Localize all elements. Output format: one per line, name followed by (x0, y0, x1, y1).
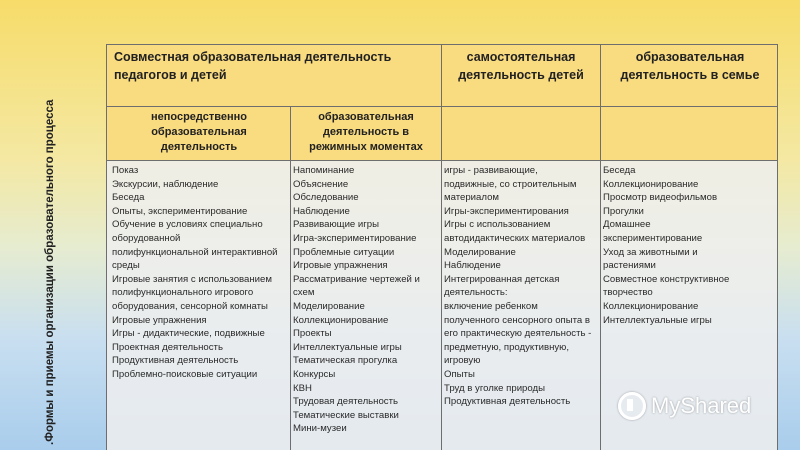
list-item: Игры с использованием (444, 219, 551, 231)
list-item: оборудования, сенсорной комнаты (112, 300, 268, 312)
list-item: Показ (112, 165, 139, 176)
table-header-split (106, 106, 778, 107)
list-item: Опыты (444, 368, 475, 380)
list-item: Труд в уголке природы (444, 382, 546, 394)
list-item: творчество (603, 287, 653, 299)
list-item: автодидактических материалов (444, 232, 586, 244)
logo-icon (618, 392, 646, 420)
subheader-regime-activity: образовательная деятельность в режимных моментах (309, 111, 423, 153)
list-item: растениями (603, 260, 656, 272)
list-item: Продуктивная деятельность (112, 355, 239, 367)
list-item: материалом (444, 192, 500, 204)
list-item: оборудованной (112, 232, 181, 244)
list-item: Интеллектуальные игры (603, 314, 712, 326)
table-border-right (777, 44, 778, 450)
list-item: Объяснение (293, 178, 349, 190)
list-item: Игры-экспериментирования (444, 205, 569, 217)
list-item: Коллекционирование (603, 300, 699, 312)
list-item: Проблемные ситуации (293, 246, 395, 258)
list-item: КВН (293, 382, 312, 394)
list-item: Прогулки (603, 205, 644, 217)
list-item: Напоминание (293, 165, 355, 176)
list-item: Просмотр видеофильмов (603, 192, 718, 204)
list-item: Беседа (112, 192, 145, 204)
table-border-left (106, 44, 107, 450)
list-item: игры - развивающие, (444, 165, 538, 176)
watermark-text: MyShared (651, 393, 752, 418)
list-item: Интеллектуальные игры (293, 341, 402, 353)
list-item: полученного сенсорного опыта в (444, 314, 591, 326)
table-divider-3 (600, 44, 601, 450)
list-item: Интегрированная детская (444, 273, 560, 285)
list-item: среды (112, 260, 140, 272)
list-item: деятельность: (444, 287, 508, 299)
list-item: Игры - дидактические, подвижные (112, 328, 265, 340)
table-header-bottom (106, 160, 778, 161)
list-item: Моделирование (293, 300, 365, 312)
header-family-activity: образовательная деятельность в семье (620, 50, 760, 82)
list-item: Опыты, экспериментирование (112, 205, 248, 217)
list-item: предметную, продуктивную, (444, 341, 570, 353)
list-item: Мини-музеи (293, 423, 347, 435)
list-item: подвижные, со строительным (444, 178, 577, 190)
column-regime-activity (293, 164, 439, 436)
list-item: экспериментирование (603, 232, 703, 244)
list-item: Наблюдение (293, 205, 350, 217)
list-item: Проблемно-поисковые ситуации (112, 368, 258, 380)
watermark-logo (618, 392, 751, 420)
list-item: Продуктивная деятельность (444, 396, 571, 408)
subheader-direct-activity: непосредственно образовательная деятельность (150, 111, 248, 153)
list-item: Домашнее (603, 219, 651, 231)
list-item: Игровые упражнения (293, 260, 388, 272)
header-joint-activity: Совместная образовательная деятельность педагогов и детей (114, 50, 392, 82)
list-item: Игра-экспериментирование (293, 232, 417, 244)
list-item: Тематические выставки (293, 409, 399, 421)
list-item: Коллекционирование (603, 178, 699, 190)
list-item: Уход за животными и (603, 246, 698, 258)
list-item: включение ребенком (444, 300, 538, 312)
list-item: полифункционального игрового (112, 287, 254, 299)
list-item: Экскурсии, наблюдение (112, 178, 219, 190)
list-item: Совместное конструктивное (603, 273, 730, 285)
list-item: Моделирование (444, 246, 516, 258)
list-item: Тематическая прогулка (293, 355, 398, 367)
column-independent-activity (444, 164, 598, 409)
table-divider-1 (290, 106, 291, 450)
list-item: Обследование (293, 192, 359, 204)
list-item: Игровые упражнения (112, 314, 207, 326)
list-item: Рассматривание чертежей и (293, 273, 420, 285)
list-item: Трудовая деятельность (293, 396, 398, 408)
list-item: игровую (444, 355, 481, 367)
list-item: Обучение в условиях специально (112, 219, 263, 231)
list-item: Коллекционирование (293, 314, 389, 326)
list-item: Проекты (293, 328, 332, 340)
column-direct-activity (112, 164, 288, 382)
list-item: Наблюдение (444, 260, 501, 272)
table-border-top (106, 44, 778, 45)
list-item: схем (293, 287, 315, 299)
list-item: полифункциональной интерактивной (112, 246, 278, 258)
header-independent-activity: самостоятельная деятельность детей (458, 50, 584, 82)
list-item: его практическую деятельность - (444, 328, 592, 340)
side-title: .Формы и приемы организации образовательного процесса (44, 99, 56, 445)
list-item: Игровые занятия с использованием (112, 273, 272, 285)
table-divider-2 (441, 44, 442, 450)
list-item: Проектная деятельность (112, 341, 223, 353)
column-family-activity (603, 164, 775, 327)
list-item: Беседа (603, 165, 636, 176)
list-item: Конкурсы (293, 368, 336, 380)
methods-table (106, 44, 778, 450)
list-item: Развивающие игры (293, 219, 380, 231)
